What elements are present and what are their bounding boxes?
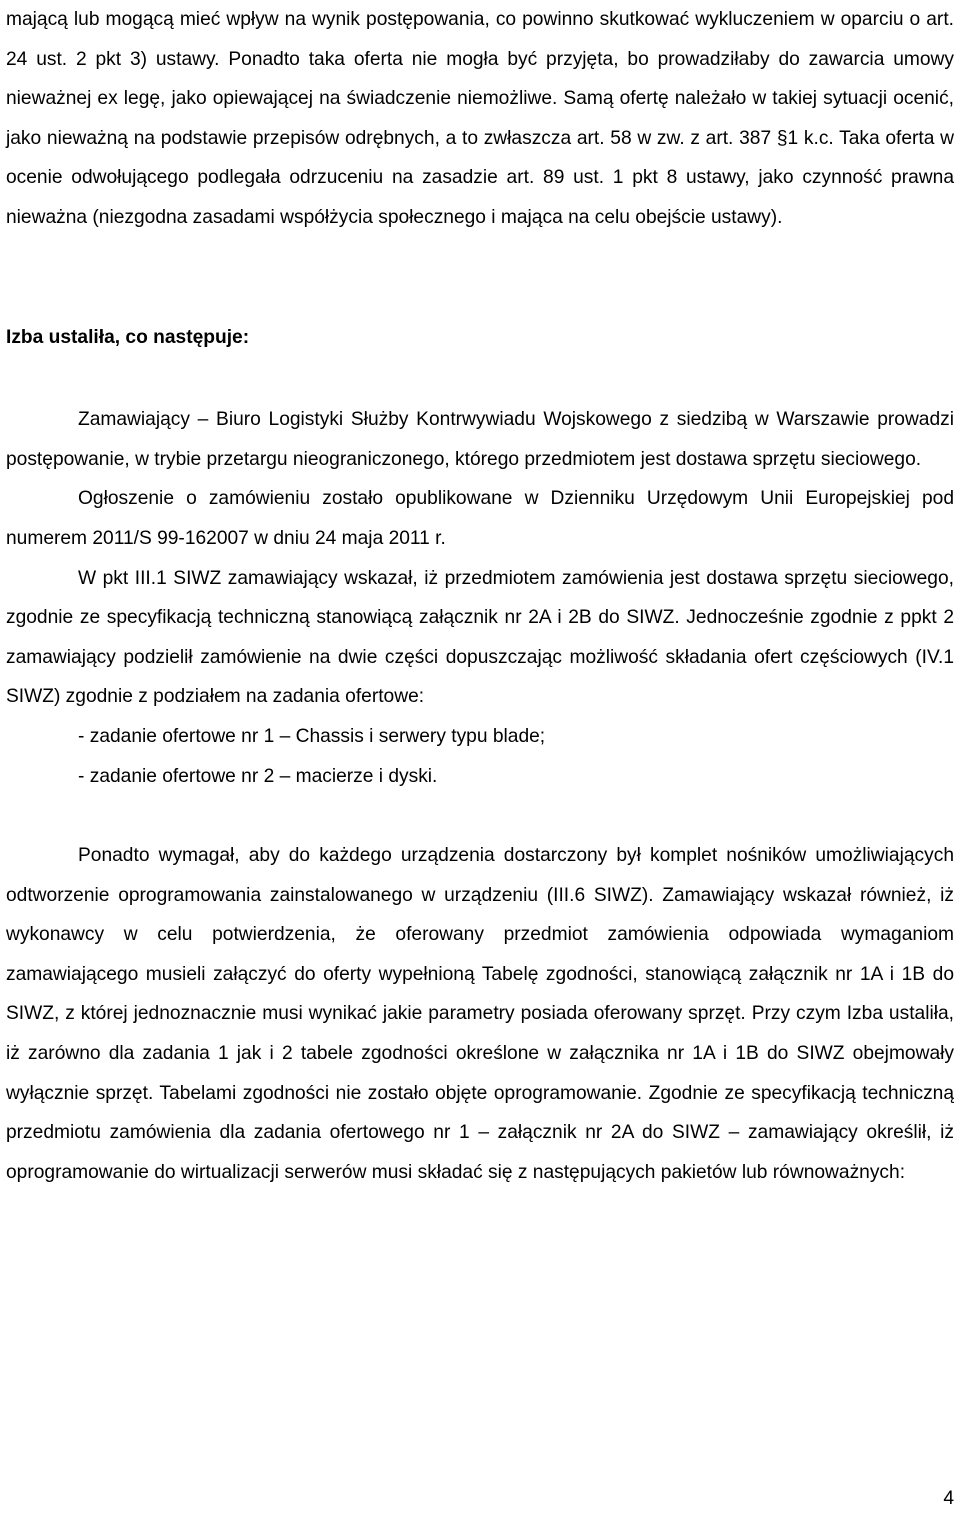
- paragraph-continuation: mającą lub mogącą mieć wpływ na wynik postępowania, co powinno skutkować wykluczeniem w oparciu o art. 24 ust. 2 pkt 3) ustawy. Ponadto taka oferta nie mogła być przyjęta, bo prowadziłaby do zawarcia umowy nieważnej ex legę, jako opiewającej na świadczenie niemożliwe. Samą ofertę należało w takiej sytuacji ocenić, jako nieważną na podstawie przepisów odrębnych, a to zwłaszcza art. 58 w zw. z art. 387 §1 k.c. Taka oferta w ocenie odwołującego podlegała odrzuceniu na zasadzie art. 89 ust. 1 pkt 8 ustawy, jako czynność prawna nieważna (niezgodna zasadami współżycia społecznego i mająca na celu obejście ustawy).: [6, 9, 954, 228]
- spacer: [6, 357, 954, 400]
- section-heading: Izba ustaliła, co następuje:: [6, 326, 250, 348]
- paragraph-notice-publication: Ogłoszenie o zamówieniu zostało opublikowane w Dzienniku Urzędowym Unii Europejskiej pod numerem 2011/S 99-162007 w dniu 24 maja 2011 r.: [6, 488, 954, 549]
- paragraph-requirements: Ponadto wymagał, aby do każdego urządzenia dostarczony był komplet nośników umożliwiających odtworzenie oprogramowania zainstalowanego w urządzeniu (III.6 SIWZ). Zamawiający wskazał również, iż wykonawcy w celu potwierdzenia, że oferowany przedmiot zamówienia odpowiada wymaganiom zamawiającego musieli załączyć do oferty wypełnioną Tabelę zgodności, stanowiącą załącznik nr 1A i 1B do SIWZ, z której jednoznacznie musi wynikać jakie parametry posiada oferowany sprzęt. Przy czym Izba ustaliła, iż zarówno dla zadania 1 jak i 2 tabele zgodności określone w załącznika nr 1A i 1B do SIWZ obejmowały wyłącznie sprzęt. Tabelami zgodności nie zostało objęte oprogramowanie. Zgodnie ze specyfikacją techniczną przedmiotu zamówienia dla zadania ofertowego nr 1 – załącznik nr 2A do SIWZ – zamawiający określił, iż oprogramowanie do wirtualizacji serwerów musi składać się z następujących pakietów lub równoważnych:: [6, 845, 954, 1183]
- task-list: [6, 717, 954, 796]
- document-page: [6, 0, 954, 1192]
- spacer: [6, 238, 954, 318]
- list-item: - zadanie ofertowe nr 2 – macierze i dyski.: [78, 765, 438, 787]
- paragraph-contracting-authority: Zamawiający – Biuro Logistyki Służby Kontrwywiadu Wojskowego z siedzibą w Warszawie prowadzi postępowanie, w trybie przetargu nieograniczonego, którego przedmiotem jest dostawa sprzętu sieciowego.: [6, 409, 954, 470]
- list-item: - zadanie ofertowe nr 1 – Chassis i serwery typu blade;: [78, 725, 546, 747]
- paragraph-subject-of-order: W pkt III.1 SIWZ zamawiający wskazał, iż przedmiotem zamówienia jest dostawa sprzętu sieciowego, zgodnie ze specyfikacją techniczną stanowiącą załącznik nr 2A i 2B do SIWZ. Jednocześnie zgodnie z ppkt 2 zamawiający podzielił zamówienie na dwie części dopuszczając możliwość składania ofert częściowych (IV.1 SIWZ) zgodnie z podziałem na zadania ofertowe:: [6, 567, 954, 708]
- spacer: [6, 796, 954, 836]
- page-number: 4: [943, 1488, 954, 1509]
